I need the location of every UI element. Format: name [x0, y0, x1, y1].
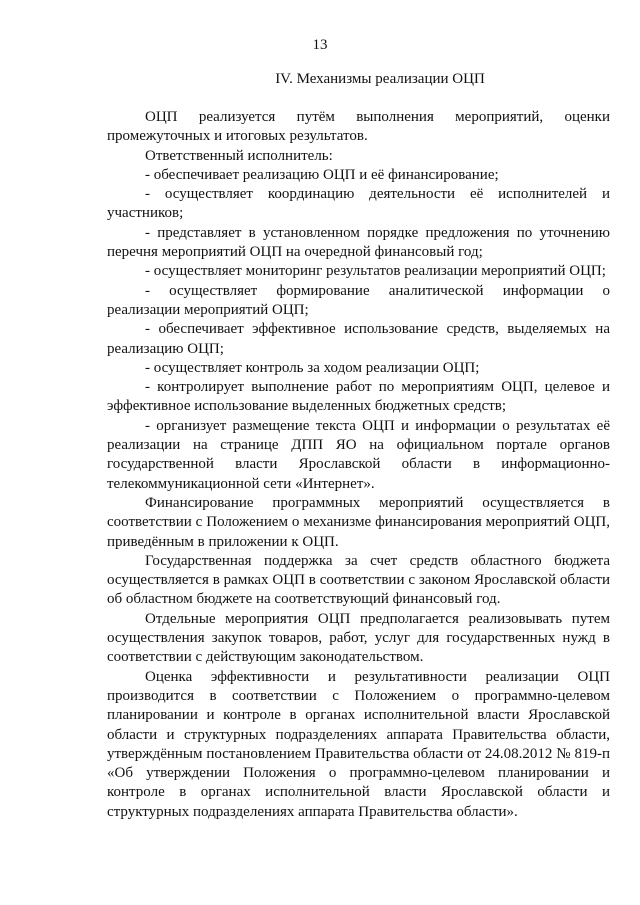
paragraph: Оценка эффективности и результативности реализации ОЦП производится в соответствии с Положением о программно-целевом планировании и контроле в органах исполнительной власти Ярославской области и структурных подразделениях аппарата Правительства области, утверждённым постановлением Правительства области от 24.08.2012 № 819-п «Об утверждении Положения о программно-целевом планировании и контроле в органах исполнительной власти Ярославской области и структурных подразделениях аппарата Правительства области». [107, 668, 610, 820]
section-title: IV. Механизмы реализации ОЦП [275, 71, 485, 87]
list-item: - организует размещение текста ОЦП и информации о результатах её реализации на странице ДПП ЯО на официальном портале органов государственной власти Ярославской области в информационно-телекоммуникационной сети «Интернет». [107, 417, 610, 492]
list-item: - осуществляет формирование аналитической информации о реализации мероприятий ОЦП; [107, 282, 610, 318]
paragraph: Ответственный исполнитель: [145, 147, 333, 164]
body-text [107, 108, 610, 822]
list-item: - осуществляет контроль за ходом реализации ОЦП; [145, 359, 480, 376]
paragraph: Государственная поддержка за счет средств областного бюджета осуществляется в рамках ОЦП в соответствии с законом Ярославской области об областном бюджете на соответствующий финансовый год. [107, 552, 610, 608]
list-item: - обеспечивает эффективное использование средств, выделяемых на реализацию ОЦП; [107, 321, 610, 357]
page-number: 13 [312, 37, 328, 53]
paragraph: Отдельные мероприятия ОЦП предполагается реализовывать путем осуществления закупок товаров, работ, услуг для государственных нужд в соответствии с действующим законодательством. [107, 610, 610, 666]
list-item: - представляет в установленном порядке предложения по уточнению перечня мероприятий ОЦП на очередной финансовый год; [107, 224, 610, 261]
list-item: - обеспечивает реализацию ОЦП и её финансирование; [145, 166, 499, 183]
list-item: - контролирует выполнение работ по мероприятиям ОЦП, целевое и эффективное использование выделенных бюджетных средств; [107, 379, 610, 415]
paragraph: Финансирование программных мероприятий осуществляется в соответствии с Положением о механизме финансирования мероприятий ОЦП, приведённым в приложении к ОЦП. [107, 494, 610, 550]
list-item: - осуществляет координацию деятельности её исполнителей и участников; [107, 186, 610, 222]
paragraph: ОЦП реализуется путём выполнения мероприятий, оценки промежуточных и итоговых результатов. [107, 109, 610, 145]
list-item: - осуществляет мониторинг результатов реализации мероприятий ОЦП; [145, 263, 606, 280]
